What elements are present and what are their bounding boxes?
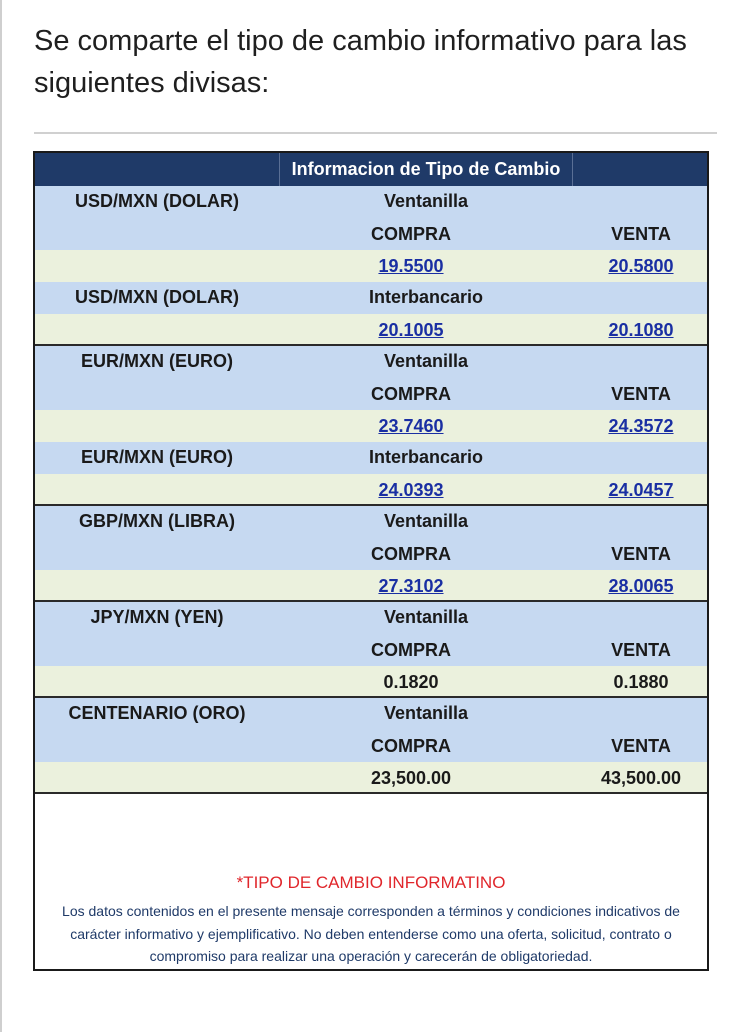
currency-pair-cell: CENTENARIO (ORO) — [68, 703, 246, 723]
buy-cell: COMPRA — [371, 640, 451, 660]
channel-cell: Ventanilla — [383, 511, 469, 531]
channel-cell: Ventanilla — [383, 351, 469, 371]
notice-title: *TIPO DE CAMBIO INFORMATINO — [236, 873, 506, 892]
sell-cell: VENTA — [611, 384, 671, 404]
sell-rate-link[interactable]: 20.5800 — [608, 256, 674, 276]
buy-cell: 0.1820 — [383, 672, 439, 692]
sell-rate-link[interactable]: 24.0457 — [608, 480, 674, 500]
table-row — [35, 314, 707, 346]
table-header — [35, 153, 707, 186]
table-row — [35, 250, 707, 282]
table-row — [35, 730, 707, 762]
sell-cell: 0.1880 — [613, 672, 669, 692]
table-row — [35, 218, 707, 250]
table-row — [35, 538, 707, 570]
table-row — [35, 378, 707, 410]
sell-rate-link[interactable]: 28.0065 — [608, 576, 674, 596]
sell-cell: VENTA — [611, 640, 671, 660]
table-row — [35, 186, 707, 218]
currency-pair-cell: JPY/MXN (YEN) — [90, 607, 224, 627]
sell-rate-link[interactable]: 24.3572 — [608, 416, 674, 436]
buy-cell: 23,500.00 — [370, 768, 452, 788]
table-row — [35, 346, 707, 378]
table-body — [35, 186, 707, 794]
sell-cell: VENTA — [611, 224, 671, 244]
table-row — [35, 602, 707, 634]
currency-pair-cell: GBP/MXN (LIBRA) — [79, 511, 235, 531]
buy-cell: COMPRA — [371, 224, 451, 244]
sell-rate-link[interactable]: 20.1080 — [608, 320, 674, 340]
buy-rate-link[interactable]: 19.5500 — [378, 256, 444, 276]
table-row — [35, 570, 707, 602]
channel-cell: Ventanilla — [383, 607, 469, 627]
buy-rate-link[interactable]: 24.0393 — [378, 480, 444, 500]
notice-body: Los datos contenidos en el presente mensaje corresponden a términos y condiciones indicativos de carácter informativo y ejemplificativo. No deben entenderse como una oferta, solicitud, contrato o compromiso para realizar una operación y carecerán de obligatoriedad. — [62, 903, 680, 964]
divider-line — [34, 132, 717, 134]
currency-pair-cell: USD/MXN (DOLAR) — [75, 287, 239, 307]
table-row — [35, 762, 707, 794]
table-row — [35, 282, 707, 314]
table-row — [35, 666, 707, 698]
table-row — [35, 634, 707, 666]
channel-cell: Interbancario — [368, 287, 484, 307]
table-row — [35, 506, 707, 538]
channel-cell: Ventanilla — [383, 703, 469, 723]
buy-cell: COMPRA — [371, 736, 451, 756]
left-edge-border — [0, 0, 2, 1032]
buy-cell: COMPRA — [371, 544, 451, 564]
buy-rate-link[interactable]: 27.3102 — [378, 576, 444, 596]
table-row — [35, 698, 707, 730]
buy-rate-link[interactable]: 23.7460 — [378, 416, 444, 436]
notice-section — [35, 805, 707, 969]
buy-cell: COMPRA — [371, 384, 451, 404]
intro-text: Se comparte el tipo de cambio informativo para las siguientes divisas: — [34, 25, 687, 99]
buy-rate-link[interactable]: 20.1005 — [378, 320, 444, 340]
currency-pair-cell: USD/MXN (DOLAR) — [75, 191, 239, 211]
sell-cell: VENTA — [611, 544, 671, 564]
channel-cell: Ventanilla — [383, 191, 469, 211]
table-row — [35, 410, 707, 442]
table-header-title: Informacion de Tipo de Cambio — [279, 153, 573, 186]
table-row — [35, 474, 707, 506]
exchange-rate-table — [33, 151, 709, 971]
sell-cell: 43,500.00 — [600, 768, 682, 788]
channel-cell: Interbancario — [368, 447, 484, 467]
currency-pair-cell: EUR/MXN (EURO) — [81, 447, 233, 467]
sell-cell: VENTA — [611, 736, 671, 756]
currency-pair-cell: EUR/MXN (EURO) — [81, 351, 233, 371]
table-row — [35, 442, 707, 474]
